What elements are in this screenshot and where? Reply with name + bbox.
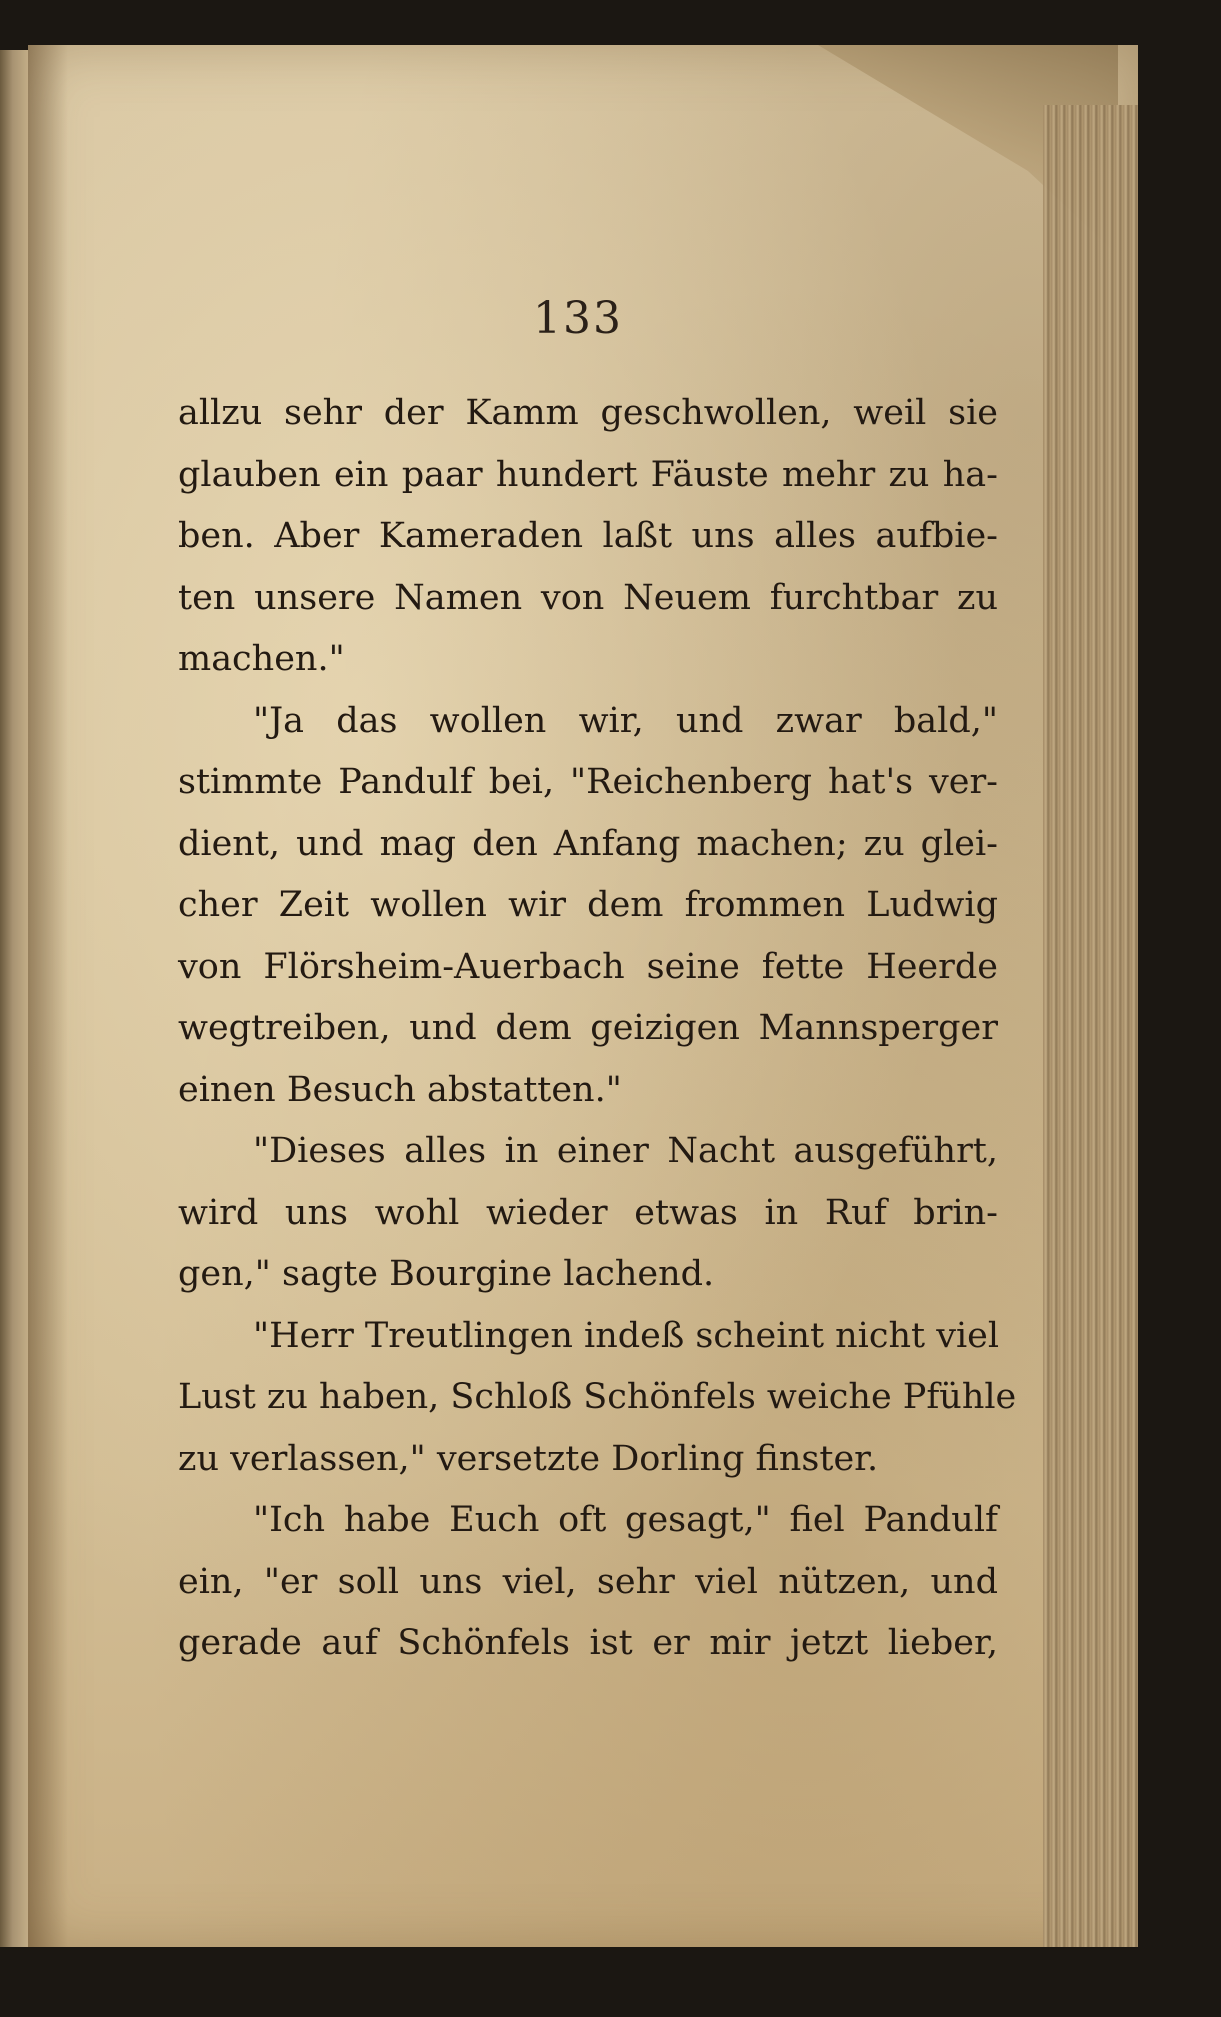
text-line: dient, und mag den Anfang machen; zu glei-: [178, 823, 998, 864]
page-number: 133: [533, 293, 623, 344]
text-line: allzu sehr der Kamm geschwollen, weil sie: [178, 393, 998, 433]
text-line: ten unsere Namen von Neuem furchtbar zu: [178, 577, 998, 618]
text-line: zu verlassen," versetzte Dorling finster.: [178, 1438, 879, 1479]
text-line: "Ich habe Euch oft gesagt," fiel Pandulf: [253, 1500, 998, 1540]
text-line: machen.": [178, 639, 345, 679]
text-line: gerade auf Schönfels ist er mir jetzt lieber,: [178, 1623, 998, 1663]
text-line: Lust zu haben, Schloß Schönfels weiche Pfühle: [178, 1377, 1017, 1417]
text-line: "Dieses alles in einer Nacht ausgeführt,: [253, 1131, 998, 1171]
text-line: cher Zeit wollen wir dem frommen Ludwig: [178, 885, 998, 925]
text-line: stimmte Pandulf bei, "Reichenberg hat's ver-: [178, 762, 998, 802]
text-line: einen Besuch abstatten.": [178, 1069, 622, 1110]
text-line: ein, "er soll uns viel, sehr viel nützen, und: [178, 1561, 998, 1602]
text-line: glauben ein paar hundert Fäuste mehr zu ha-: [178, 454, 998, 495]
text-line: von Flörsheim-Auerbach seine fette Heerde: [178, 946, 998, 987]
text-line: gen," sagte Bourgine lachend.: [178, 1254, 715, 1294]
body-text: [178, 383, 1017, 1675]
text-line: "Herr Treutlingen indeß scheint nicht viel: [253, 1315, 1000, 1356]
text-line: wegtreiben, und dem geizigen Mannsperger: [178, 1008, 998, 1048]
text-line: wird uns wohl wieder etwas in Ruf brin-: [178, 1192, 998, 1233]
page-sheet: [28, 45, 1138, 1950]
text-line: "Ja das wollen wir, und zwar bald,": [253, 700, 998, 741]
text-line: ben. Aber Kameraden laßt uns alles aufbie-: [178, 516, 998, 556]
page-edges: [1043, 105, 1138, 1995]
scan-background: [0, 1947, 1221, 2017]
